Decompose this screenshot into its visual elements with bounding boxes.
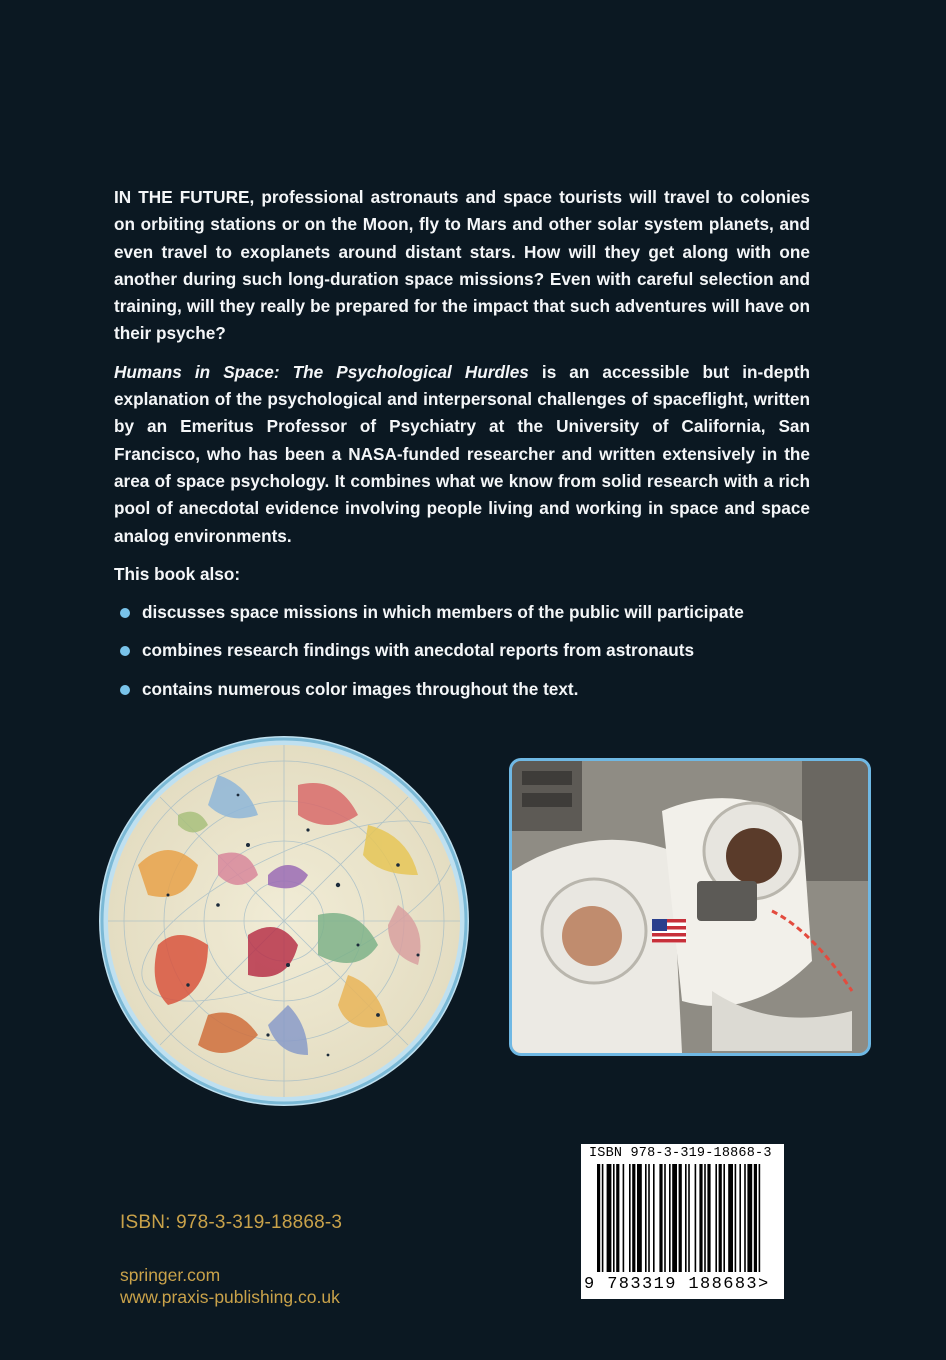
list-item-text: combines research findings with anecdotal reports from astronauts [142,640,695,661]
springer-link[interactable]: springer.com [120,1265,221,1285]
list-item-text: discusses space missions in which members of the public will participate [142,602,744,623]
list-item-text: contains numerous color images throughout the text. [142,678,579,699]
blurb-paragraph-1 [114,184,810,348]
publisher-links [120,1264,340,1308]
blurb-paragraph-2 [114,359,810,550]
barcode-arrow: > [758,1275,770,1294]
list-item [114,676,810,703]
astronauts-photo-image [512,761,868,1053]
barcode-isbn: ISBN 978-3-319-18868-3 [589,1146,772,1161]
blurb-p2-text: is an accessible but in-depth explanation of the psychological and interpersonal challenges of spaceflight, written by an Emeritus Professor of Psychiatry at the University of California, San Francisco, who has been a NASA-funded researcher and written extensively in the area of space psychology. It combines what we know from solid research with a rich pool of anecdotal evidence involving people living and working in space and space analog environments. [114,361,810,546]
barcode [581,1144,784,1299]
bullet-dot-icon [120,646,130,656]
bullet-dot-icon [120,685,130,695]
celestial-map-image [98,735,470,1107]
isbn-label: ISBN: 978-3-319-18868-3 [120,1212,343,1233]
bullet-dot-icon [120,608,130,618]
book-title: Humans in Space: The Psychological Hurdles [114,361,529,382]
barcode-digits-text: 9 783319 188683 [584,1275,759,1294]
praxis-link[interactable]: www.praxis-publishing.co.uk [120,1287,340,1307]
back-cover-blurb [114,184,810,714]
also-intro: This book also: [114,563,241,584]
astronauts-photo [509,758,871,1056]
blurb-p1-text: professional astronauts and space tourists will travel to colonies on orbiting stations or on the Moon, fly to Mars and other solar system planets, and even travel to exoplanets around distant stars. How will they get along with one another during such long-duration space missions? Even with careful selection and training, will they really be prepared for the impact that such adventures will have on their psyche? [114,187,810,344]
barcode-digits [584,1275,770,1294]
feature-list [114,599,810,703]
blurb-lead: IN THE FUTURE, [114,187,255,207]
list-item [114,599,810,626]
list-item [114,637,810,664]
